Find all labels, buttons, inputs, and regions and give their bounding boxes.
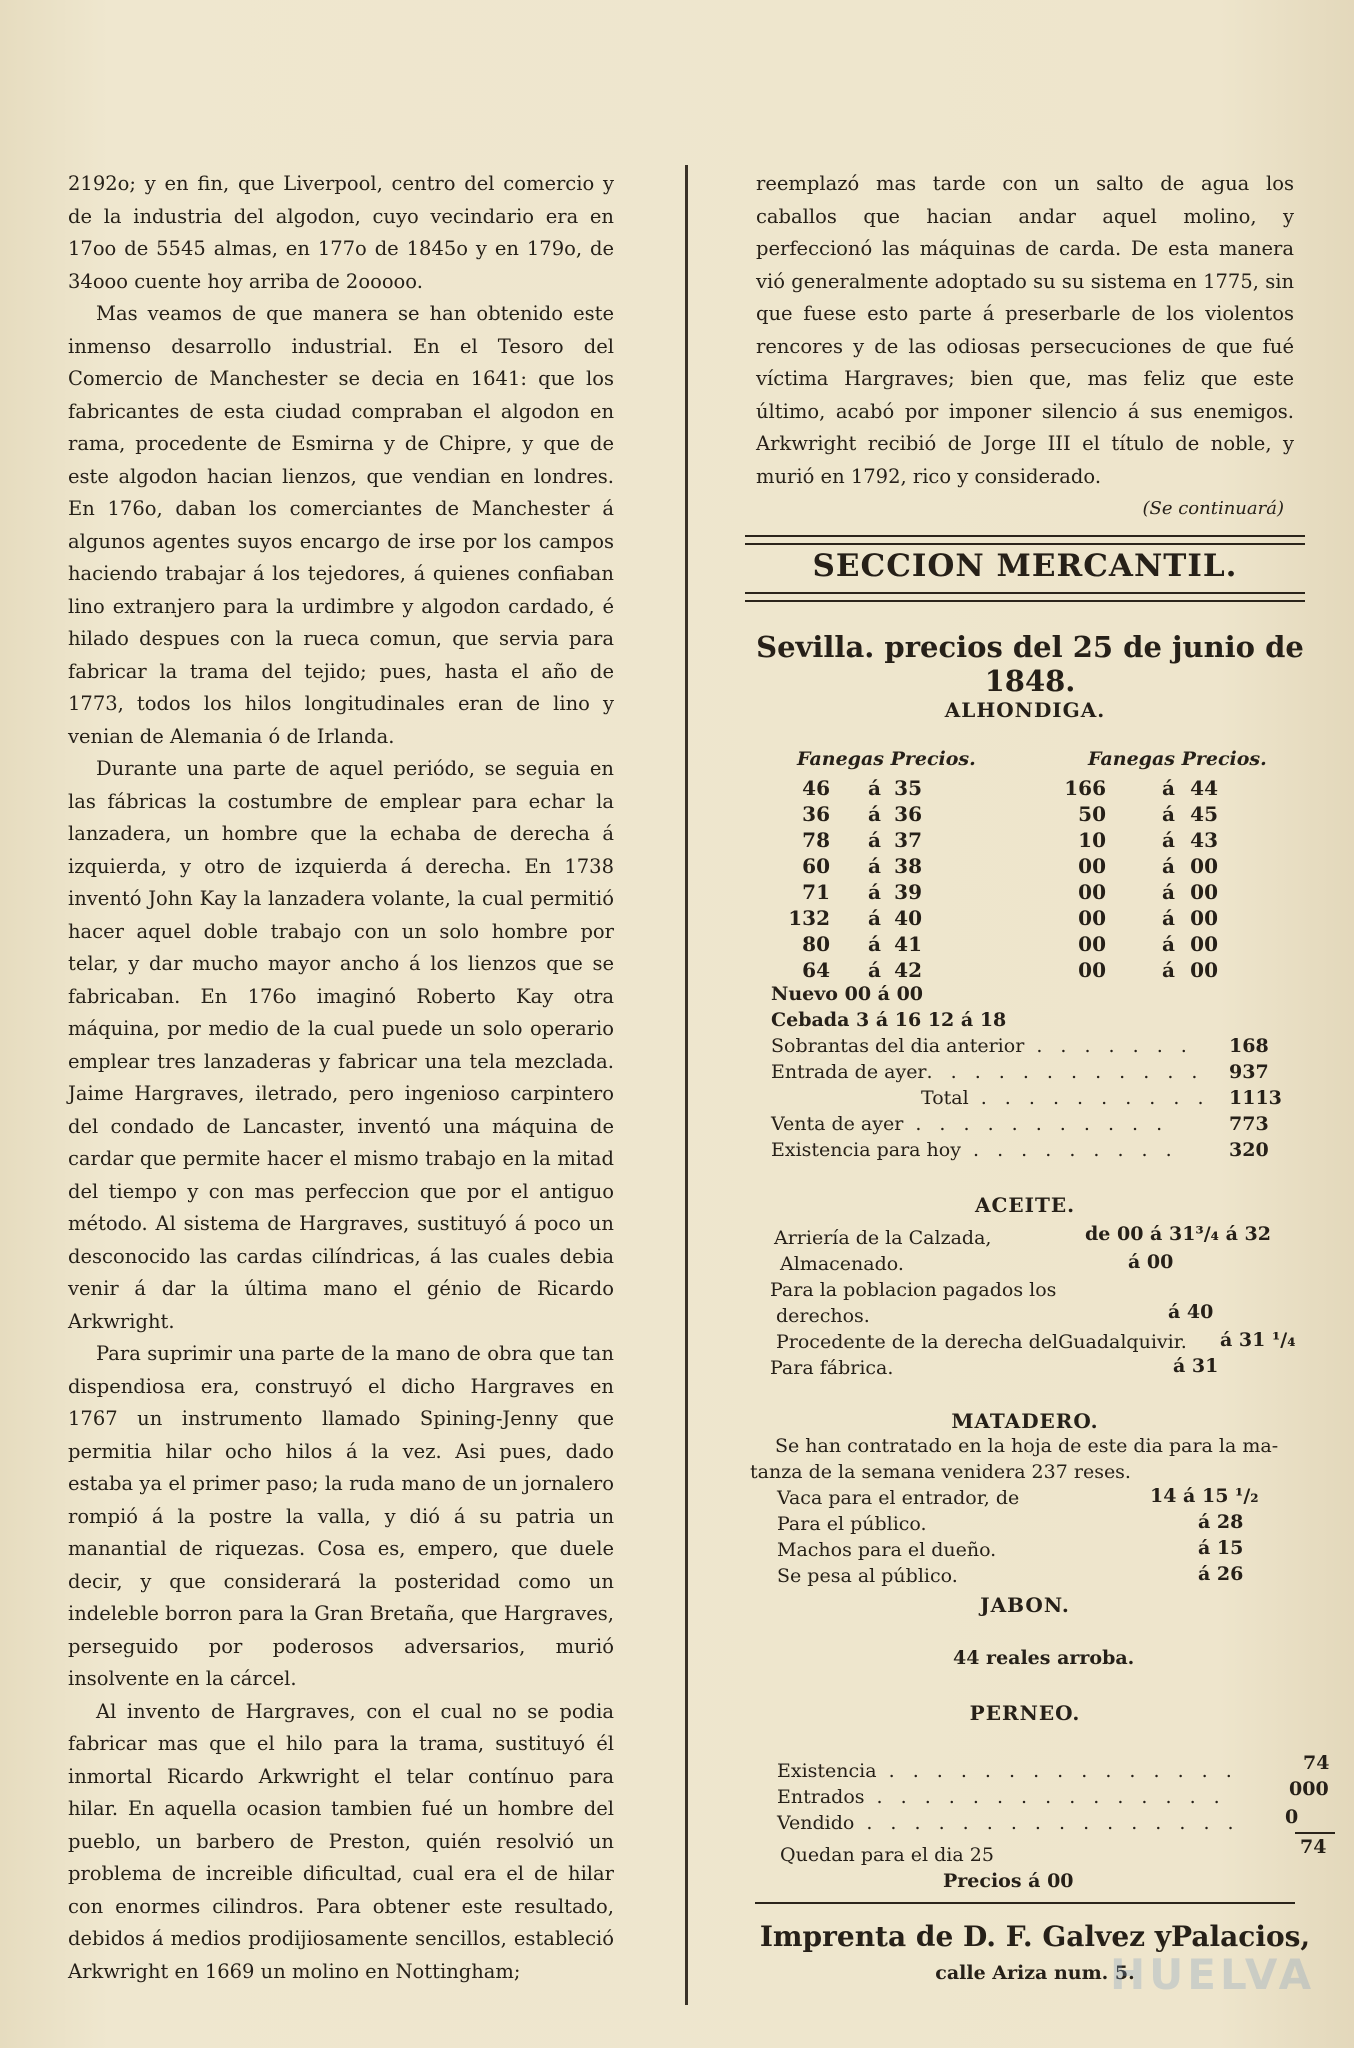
aceite-value: á 31 ¹/₄ xyxy=(1220,1329,1296,1351)
alhondiga-cell: 38 xyxy=(894,854,922,878)
alhondiga-cell: 36 xyxy=(802,802,830,826)
alhondiga-row xyxy=(0,880,1354,906)
aceite-line: derechos. xyxy=(776,1305,870,1327)
alhondiga-cell: 36 xyxy=(894,802,922,826)
left-column xyxy=(68,168,614,1988)
paragraph: Al invento de Hargraves, con el cual no se podia fabricar mas que el hilo para la trama, sustituyó él inmortal Ricardo Arkwright el telar contínuo para hilar. En aquella ocasion tambien fué un hombre del pueblo, un barbero de Preston, quién resolvió un problema de increible dificultad, cual era el de hilar con enormes cilindros. Para obtener este resultado, debidos á medios prodijiosamente sencillos, estableció Arkwright en 1669 un molino en Nottingham; xyxy=(68,1699,614,1983)
footer-rule xyxy=(755,1902,1295,1907)
aceite-value: á 31 xyxy=(1173,1355,1219,1377)
alhondiga-cell: á xyxy=(868,958,881,982)
perneo-total-rule xyxy=(1295,1832,1335,1834)
alhondiga-cell: 50 xyxy=(1078,802,1106,826)
matadero-intro: Se han contratado en la hoja de este dia para la ma- xyxy=(775,1435,1279,1457)
alhondiga-cell: á xyxy=(1162,854,1175,878)
alhondiga-cell: á xyxy=(868,828,881,852)
alhondiga-cell: 42 xyxy=(894,958,922,982)
alhondiga-cell: 43 xyxy=(1190,828,1218,852)
alhondiga-cell: 37 xyxy=(894,828,922,852)
alhondiga-row xyxy=(0,828,1354,854)
alhondiga-cell: á xyxy=(868,854,881,878)
paragraph: Durante una parte de aquel periódo, se seguia en las fábricas la costumbre de emplear para echar la lanzadera, un hombre que la echaba de derecha á izquierda, y otro de izquierda á derecha. En 1738 inventó John Kay la lanzadera volante, la cual permitió hacer aquel doble trabajo con un solo hombre por telar, y dar mucho mayor ancho á los lienzos que se fabricaban. En 176o imaginó Roberto Kay otra máquina, por medio de la cual puede un solo operario emplear tres lanzaderas y fabricar una tela mezclada. Jaime Hargraves, iletrado, pero ingenioso carpintero del condado de Lancaster, inventó una máquina de cardar que permite hacer el mismo trabajo en la mitad del tiempo y con mas perfeccion que por el antiguo método. Al sistema de Hargraves, sustituyó á poco un desconocido las cardas cilíndricas, á las cuales debia venir á dar la última mano el génio de Ricardo Arkwright. xyxy=(68,757,614,1333)
matadero-intro: tanza de la semana venidera 237 reses. xyxy=(750,1461,1131,1483)
alhondiga-cell: á xyxy=(1162,958,1175,982)
alhondiga-cell: 78 xyxy=(802,828,830,852)
alhondiga-cell: á xyxy=(1162,776,1175,800)
matadero-line: Machos para el dueño. xyxy=(777,1539,997,1561)
alhondiga-cell: 00 xyxy=(1190,958,1218,982)
column-divider xyxy=(685,165,688,2005)
jabon-title: JABON. xyxy=(980,1593,1070,1617)
matadero-line: Se pesa al público. xyxy=(777,1565,958,1587)
alhondiga-cell: 45 xyxy=(1190,802,1218,826)
alhondiga-head-left: Fanegas Precios. xyxy=(797,748,976,770)
matadero-value: á 26 xyxy=(1198,1563,1244,1585)
alhondiga-cell: 132 xyxy=(788,906,830,930)
alhondiga-cell: 10 xyxy=(1078,828,1106,852)
aceite-value: á 40 xyxy=(1168,1301,1214,1323)
right-column-article xyxy=(756,168,1294,526)
alhondiga-cell: 00 xyxy=(1190,906,1218,930)
alhondiga-cell: á xyxy=(1162,828,1175,852)
alhondiga-cell: á xyxy=(1162,906,1175,930)
paragraph: Para suprimir una parte de la mano de obra que tan dispendiosa era, construyó el dicho Hargraves en 1767 un instrumento llamado Spining-Jenny que permitia hilar ocho hilos á la vez. Asi pues, dado estaba ya el primer paso; la ruda mano de un jornalero rompió á la postre la valla, y dió á su patria un manantial de riquezas. Cosa es, empero, que duele decir, y que considerará la posteridad como un indeleble borron para la Gran Bretaña, que Hargraves, perseguido por poderosos adversarios, murió insolvente en la cárcel. xyxy=(68,1342,614,1690)
alhondiga-cell: á xyxy=(868,932,881,956)
continua-note: (Se continuará) xyxy=(1142,498,1284,519)
jabon-text: 44 reales arroba. xyxy=(953,1647,1135,1669)
section-title: SECCION MERCANTIL. xyxy=(812,548,1238,584)
alhondiga-cell: á xyxy=(868,776,881,800)
section-rule-top xyxy=(745,535,1305,545)
paragraph: 2192o; y en fin, que Liverpool, centro del comercio y de la industria del algodon, cuyo vecindario era en 17oo de 5545 almas, en 177o de 1845o y en 179o, de 34ooo cuente hoy arriba de 2ooooo. xyxy=(68,172,614,293)
matadero-value: á 15 xyxy=(1198,1537,1244,1559)
aceite-value: de 00 á 31³/₄ á 32 xyxy=(1085,1223,1271,1245)
alhondiga-cell: á xyxy=(1162,802,1175,826)
aceite-line: Para la poblacion pagados los xyxy=(770,1279,1057,1301)
section-rule-bottom xyxy=(745,592,1305,602)
alhondiga-cell: 166 xyxy=(1064,776,1106,800)
perneo-title: PERNEO. xyxy=(969,1701,1081,1725)
aceite-value: á 00 xyxy=(1128,1251,1174,1273)
watermark-logo: HUELVA xyxy=(1110,1950,1316,1999)
alhondiga-cebada: Cebada 3 á 16 12 á 18 xyxy=(771,1009,1007,1031)
alhondiga-cell: 00 xyxy=(1078,958,1106,982)
alhondiga-cell: 00 xyxy=(1078,880,1106,904)
alhondiga-cell: 00 xyxy=(1078,854,1106,878)
alhondiga-title: ALHONDIGA. xyxy=(944,698,1106,722)
alhondiga-cell: á xyxy=(868,802,881,826)
alhondiga-row xyxy=(0,802,1354,828)
alhondiga-cell: á xyxy=(1162,932,1175,956)
aceite-line: Arriería de la Calzada, xyxy=(774,1227,992,1249)
aceite-title: ACEITE. xyxy=(974,1193,1076,1217)
matadero-line: Para el público. xyxy=(777,1513,927,1535)
imprenta-address: calle Ariza num. 5. xyxy=(935,1962,1135,1984)
alhondiga-cell: 71 xyxy=(802,880,830,904)
alhondiga-cell: 80 xyxy=(802,932,830,956)
alhondiga-cell: 00 xyxy=(1190,880,1218,904)
alhondiga-cell: 41 xyxy=(894,932,922,956)
alhondiga-cell: 00 xyxy=(1078,932,1106,956)
alhondiga-cell: 35 xyxy=(894,776,922,800)
alhondiga-cell: 00 xyxy=(1190,932,1218,956)
alhondiga-cell: 44 xyxy=(1190,776,1218,800)
alhondiga-cell: 64 xyxy=(802,958,830,982)
alhondiga-cell: 46 xyxy=(802,776,830,800)
newspaper-page: 2192o; y en fin, que Liverpool, centro del comercio y de la industria del algodon, cuyo vecindario era en 17oo de 5545 almas, en 177o de 1845o y en 179o, de 34ooo cuente hoy arriba de 2ooooo. Mas veamos de que manera se han obtenido este inmenso desarrollo industrial. En el Tesoro del Comercio de Manchester se decia en 1641: que los fabricantes de esta ciudad compraban el algodon en rama, procedente de Esmirna y de Chipre, y que de este algodon hacian lienzos, que vendian en londres. En 176o, daban los comerciantes de Manchester á algunos agentes suyos encargo de irse por los campos haciendo trabajar á los tejedores, á quienes confiaban lino extranjero para la urdimbre y algodon cardado, é hilado despues con la rueca comun, que servia para fabricar la trama del tejido; pues, hasta el año de 1773, todos los hilos longitudinales eran de lino y venian de Alemania ó de Irlanda. Durante una parte de aquel periódo, se seguia en las fábricas la costumbre de emplear para echar la lanzadera, un hombre que la echaba de derecha á izquierda, y otro de izquierda á derecha. En 1738 inventó John Kay la lanzadera volante, la cual permitió hacer aquel doble trabajo con un solo hombre por telar, y dar mucho mayor ancho á los lienzos que se fabricaban. En 176o imaginó Roberto Kay otra máquina, por medio de la cual puede un solo operario emplear tres lanzaderas y fabricar una tela mezclada. Jaime Hargraves, iletrado, pero ingenioso carpintero del condado de Lancaster, inventó una máquina de cardar que permite hacer el mismo trabajo en la mitad del tiempo y con mas perfeccion que por el antiguo método. Al sistema de Hargraves, sustituyó á poco un desconocido las cardas cilíndricas, á las cuales debia venir á dar la última mano el génio de Ricardo Arkwright. Para suprimir una parte de la mano de obra que tan dispendiosa era, construyó el dicho Hargraves en 1767 un instrumento llamado Spining-Jenny que permitia hilar ocho hilos á la vez. Asi pues, dado estaba ya el primer paso; la ruda mano de un jornalero rompió á la postre la valla, y dió á su patria un manantial de riquezas. Cosa es, empero, que duele decir, y que considerará la posteridad como un indeleble borron para la Gran Bretaña, que Hargraves, perseguido por poderosos adversarios, murió insolvente en la cárcel. Al invento de Hargraves, con el cual no se podia fabricar mas que el hilo para la trama, sustituyó él inmortal Ricardo Arkwright el telar contínuo para hilar. En aquella ocasion tambien fué un hombre del pueblo, un barbero de Preston, quién resolvió un problema de increible dificultad, cual era el de hilar con enormes cilindros. Para obtener este resultado, debidos á medios prodijiosamente sencillos, estableció Arkwright en 1669 un molino en Nottingham; reemplazó mas tarde con un salto de agua los caballos que hacian andar aquel molino, y perfeccionó las máquinas de carda. De esta manera vió generalmente adoptado su su sistema en 1775, sin que fuese esto parte á preserbarle de los violentos rencores y de las odiosas persecuciones de que fué víctima Hargraves; bien que, mas feliz que este último, acabó por imponer silencio á sus enemigos. Arkwright recibió de Jorge III el título de noble, y murió en 1792, rico y considerado. (Se continuará) SECCION MERCANTIL. Sevilla. precios del 25 de junio de 1848. ALHONDIGA. Fanegas Precios. Fanegas Precios. 46 á 35 166 á 44 36 á 36 50 á 45 78 á 37 10 á 43 60 á 38 00 á 00 71 á 39 00 á 00 132 á 40 00 á 00 80 á 41 00 á 00 64 á 42 00 á 00 Nuevo 00 á 00 Cebada 3 á 16 12 á 18 Sobrantas del dia anterior . . . . . . . 168 Entrada de ayer. . . . . . . . . . . . 937 Total . . . . . . . . . . 1113 Venta de ayer . . . . . . . . . . . 773 Existencia para hoy . . . . . . . . . 320 ACEITE. Arriería de la Calzada, de 00 á 31³/₄ á 32 Almacenado. á 00 Para la poblacion pagados los derechos. á 40 Procedente de la derecha delGuadalquivir. á 31 ¹/₄ Para fábrica. á 31 MATADERO. Se han contratado en la hoja de este dia para la ma- tanza de la semana venidera 237 reses. Vaca para el entrador, de 14 á 15 ¹/₂ Para el público. á 28 Machos para el dueño. á 15 Se pesa al público. á 26 JABON. 44 reales arroba. PERNEO. Existencia . . . . . . . . . . . . . . . 74 Entrados . . . . . . . . . . . . . . . 000 Vendido . . . . . . . . . . . . . . . . 0 Quedan para el dia 25 74 Precios á 00 Imprenta de D. F. Galvez yPalacios, calle Ariza num. 5. HUELVA xyxy=(0,0,1354,2048)
imprenta-line: Imprenta de D. F. Galvez yPalacios, xyxy=(759,1920,1311,1953)
aceite-line: Para fábrica. xyxy=(770,1357,894,1379)
alhondiga-cell: 40 xyxy=(894,906,922,930)
alhondiga-cell: 39 xyxy=(894,880,922,904)
alhondiga-cell: 00 xyxy=(1190,854,1218,878)
alhondiga-cell: 00 xyxy=(1078,906,1106,930)
alhondiga-row xyxy=(0,854,1354,880)
alhondiga-row xyxy=(0,776,1354,802)
alhondiga-nuevo: Nuevo 00 á 00 xyxy=(771,983,924,1005)
paragraph: reemplazó mas tarde con un salto de agua los caballos que hacian andar aquel molino, y perfeccionó las máquinas de carda. De esta manera vió generalmente adoptado su su sistema en 1775, sin que fuese esto parte á preserbarle de los violentos rencores y de las odiosas persecuciones de que fué víctima Hargraves; bien que, mas feliz que este último, acabó por imponer silencio á sus enemigos. Arkwright recibió de Jorge III el título de noble, y murió en 1792, rico y considerado. xyxy=(756,172,1294,488)
matadero-title: MATADERO. xyxy=(951,1409,1099,1433)
alhondiga-head-right: Fanegas Precios. xyxy=(1088,748,1267,770)
alhondiga-cell: á xyxy=(1162,880,1175,904)
alhondiga-cell: á xyxy=(868,906,881,930)
alhondiga-row xyxy=(0,906,1354,932)
aceite-line: Procedente de la derecha delGuadalquivir. xyxy=(776,1331,1187,1353)
aceite-line: Almacenado. xyxy=(780,1253,904,1275)
alhondiga-row xyxy=(0,958,1354,984)
city-title: Sevilla. precios del 25 de junio de 1848. xyxy=(756,630,1304,698)
alhondiga-cell: 60 xyxy=(802,854,830,878)
matadero-value: á 28 xyxy=(1198,1511,1244,1533)
alhondiga-row xyxy=(0,932,1354,958)
matadero-value: 14 á 15 ¹/₂ xyxy=(1150,1485,1259,1507)
perneo-precios: Precios á 00 xyxy=(943,1870,1074,1892)
paragraph: Mas veamos de que manera se han obtenido este inmenso desarrollo industrial. En el Tesoro del Comercio de Manchester se decia en 1641: que los fabricantes de esta ciudad compraban el algodon en rama, procedente de Esmirna y de Chipre, y que de este algodon hacian lienzos, que vendian en londres. En 176o, daban los comerciantes de Manchester á algunos agentes suyos encargo de irse por los campos haciendo trabajar á los tejedores, á quienes confiaban lino extranjero para la urdimbre y algodon cardado, é hilado despues con la rueca comun, que servia para fabricar la trama del tejido; pues, hasta el año de 1773, todos los hilos longitudinales eran de lino y venian de Alemania ó de Irlanda. xyxy=(68,302,614,748)
matadero-line: Vaca para el entrador, de xyxy=(777,1487,1020,1509)
alhondiga-cell: á xyxy=(868,880,881,904)
